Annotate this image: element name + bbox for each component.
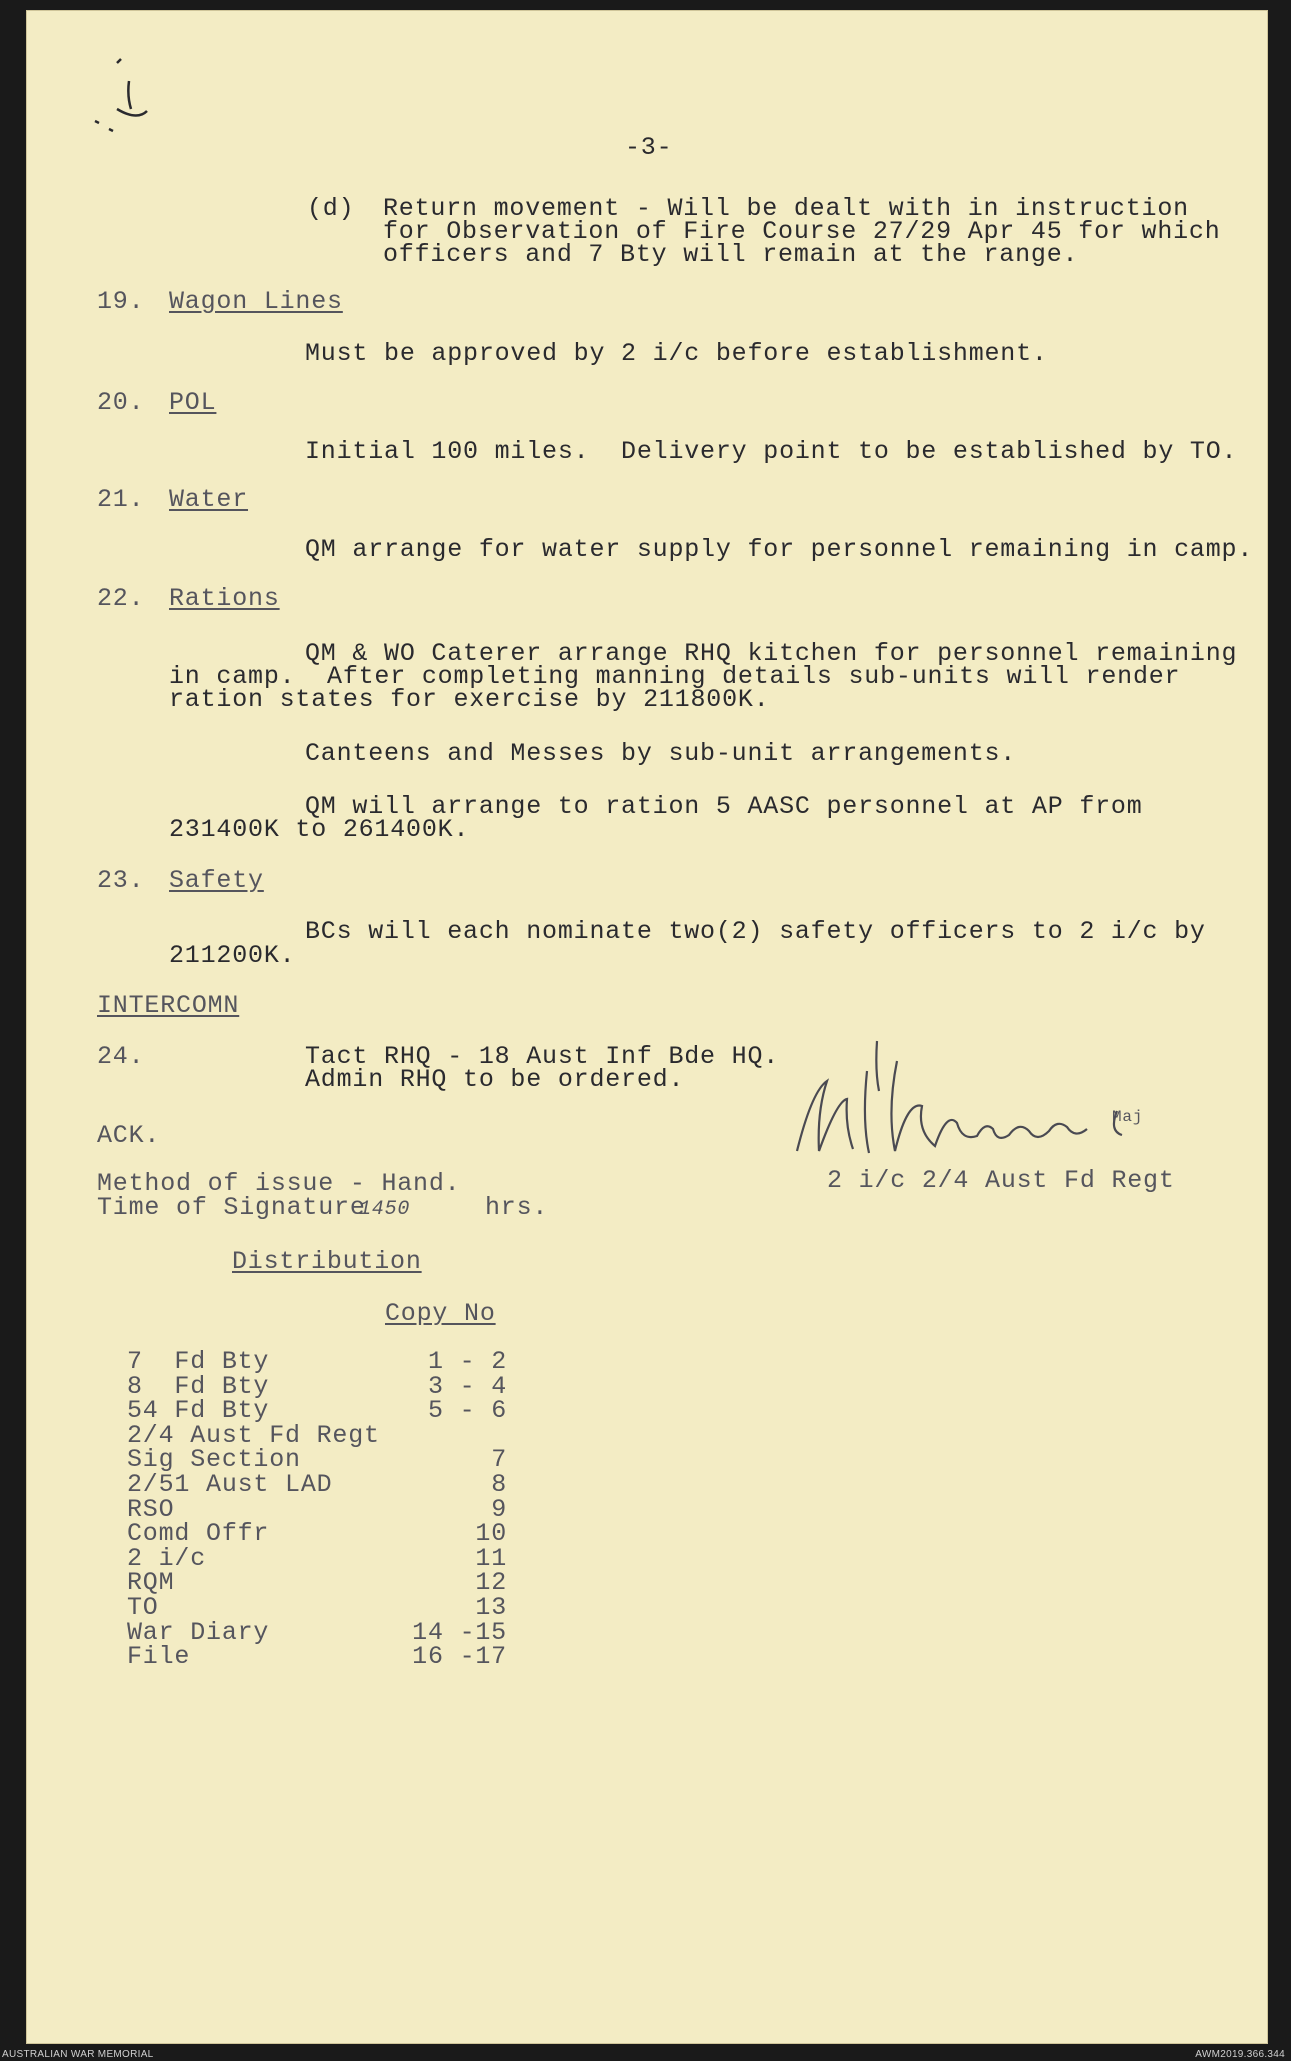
distribution-recipient: 2/51 Aust LAD	[127, 1470, 333, 1499]
distribution-copy-number: 11	[475, 1543, 507, 1573]
time-of-signature-unit: hrs.	[485, 1193, 549, 1222]
section-24-number: 24.	[97, 1042, 145, 1071]
distribution-recipient: File	[127, 1642, 191, 1672]
section-22-line-3: ration states for exercise by 211800K.	[169, 685, 770, 714]
distribution-row	[127, 1420, 527, 1450]
intercomn-line-2: Admin RHQ to be ordered.	[305, 1065, 685, 1094]
section-20-number: 20.	[97, 388, 145, 417]
distribution-row	[127, 1472, 527, 1497]
section-21-body: QM arrange for water supply for personnel remaining in camp.	[305, 535, 1254, 564]
section-20-heading: POL	[169, 388, 217, 417]
time-of-signature-label: Time of Signature	[97, 1193, 366, 1222]
distribution-copy-number: 9	[491, 1494, 507, 1524]
para-d-label: (d)	[307, 194, 355, 223]
section-20-body: Initial 100 miles. Delivery point to be established by TO.	[305, 437, 1238, 466]
para-d-line-2: for Observation of Fire Course 27/29 Apr 45 for which	[383, 217, 1221, 246]
distribution-copy-number: 14 -15	[412, 1617, 507, 1647]
distribution-recipient: War Diary	[127, 1617, 270, 1647]
distribution-recipient: TO	[127, 1593, 159, 1622]
section-23-line-1: BCs will each nominate two(2) safety officers to 2 i/c by	[305, 917, 1206, 946]
section-22-line-5: QM will arrange to ration 5 AASC personnel at AP from	[305, 792, 1143, 821]
intercomn-heading: INTERCOMN	[97, 991, 240, 1020]
section-19-body: Must be approved by 2 i/c before establishment.	[305, 339, 1048, 368]
section-21-heading: Water	[169, 485, 249, 514]
page-number: -3-	[625, 133, 673, 162]
distribution-row	[127, 1519, 527, 1549]
distribution-copy-number: 16 -17	[412, 1642, 507, 1672]
section-23-heading: Safety	[169, 866, 264, 895]
distribution-copy-number: 3 - 4	[427, 1371, 507, 1401]
section-22-line-1: QM & WO Caterer arrange RHQ kitchen for personnel remaining	[305, 639, 1238, 668]
distribution-heading: Distribution	[232, 1247, 422, 1276]
footer-left: AUSTRALIAN WAR MEMORIAL	[2, 2049, 154, 2060]
distribution-recipient: Sig Section	[127, 1445, 301, 1475]
para-d-line-1: Return movement - Will be dealt with in instruction	[383, 194, 1189, 223]
distribution-copy-number: 13	[475, 1593, 507, 1622]
distribution-recipient: 7 Fd Bty	[127, 1347, 270, 1376]
method-of-issue: Method of issue - Hand.	[97, 1169, 461, 1198]
distribution-recipient: 2 i/c	[127, 1543, 207, 1573]
section-22-line-4: Canteens and Messes by sub-unit arrangements.	[305, 739, 1017, 768]
section-22-line-2: in camp. After completing manning details sub-units will render	[169, 662, 1181, 691]
distribution-recipient: 8 Fd Bty	[127, 1371, 270, 1401]
time-of-signature-value: 1450	[359, 1198, 411, 1221]
section-22-number: 22.	[97, 584, 145, 613]
distribution-copy-number: 10	[475, 1519, 507, 1549]
distribution-row	[127, 1371, 527, 1401]
distribution-copy-number: 5 - 6	[427, 1396, 507, 1426]
footer-right: AWM2019.366.344	[1195, 2049, 1285, 2060]
section-19-heading: Wagon Lines	[169, 287, 343, 316]
distribution-recipient: RSO	[127, 1494, 175, 1524]
distribution-copy-number: 7	[491, 1445, 507, 1475]
distribution-row	[127, 1494, 527, 1524]
distribution-copy-number: 8	[491, 1470, 507, 1499]
section-22-heading: Rations	[169, 584, 280, 613]
distribution-row	[127, 1543, 527, 1573]
section-23-line-2: 211200K.	[169, 941, 296, 970]
copy-no-header: Copy No	[385, 1299, 496, 1328]
distribution-copy-number: 1 - 2	[427, 1347, 507, 1376]
signature-rank: Maj	[1112, 1108, 1144, 1126]
handwritten-mark	[57, 51, 167, 141]
ack-label: ACK.	[97, 1121, 161, 1150]
distribution-recipient: 2/4 Aust Fd Regt	[127, 1420, 380, 1450]
distribution-row	[127, 1445, 527, 1475]
distribution-row	[127, 1642, 527, 1672]
para-d-line-3: officers and 7 Bty will remain at the range.	[383, 240, 1079, 269]
distribution-row	[127, 1617, 527, 1647]
distribution-recipient: Comd Offr	[127, 1519, 270, 1549]
handwritten-signature	[757, 1031, 1217, 1181]
section-23-number: 23.	[97, 866, 145, 895]
intercomn-line-1: Tact RHQ - 18 Aust Inf Bde HQ.	[305, 1042, 780, 1071]
section-19-number: 19.	[97, 287, 145, 316]
section-22-line-6: 231400K to 261400K.	[169, 815, 470, 844]
distribution-row	[127, 1568, 527, 1598]
signature-title: 2 i/c 2/4 Aust Fd Regt	[827, 1166, 1175, 1195]
document-page	[26, 10, 1268, 2044]
distribution-row	[127, 1595, 527, 1620]
distribution-copy-number: 12	[475, 1568, 507, 1598]
distribution-recipient: 54 Fd Bty	[127, 1396, 270, 1426]
distribution-row	[127, 1396, 527, 1426]
section-21-number: 21.	[97, 485, 145, 514]
distribution-row	[127, 1349, 527, 1374]
distribution-recipient: RQM	[127, 1568, 175, 1598]
